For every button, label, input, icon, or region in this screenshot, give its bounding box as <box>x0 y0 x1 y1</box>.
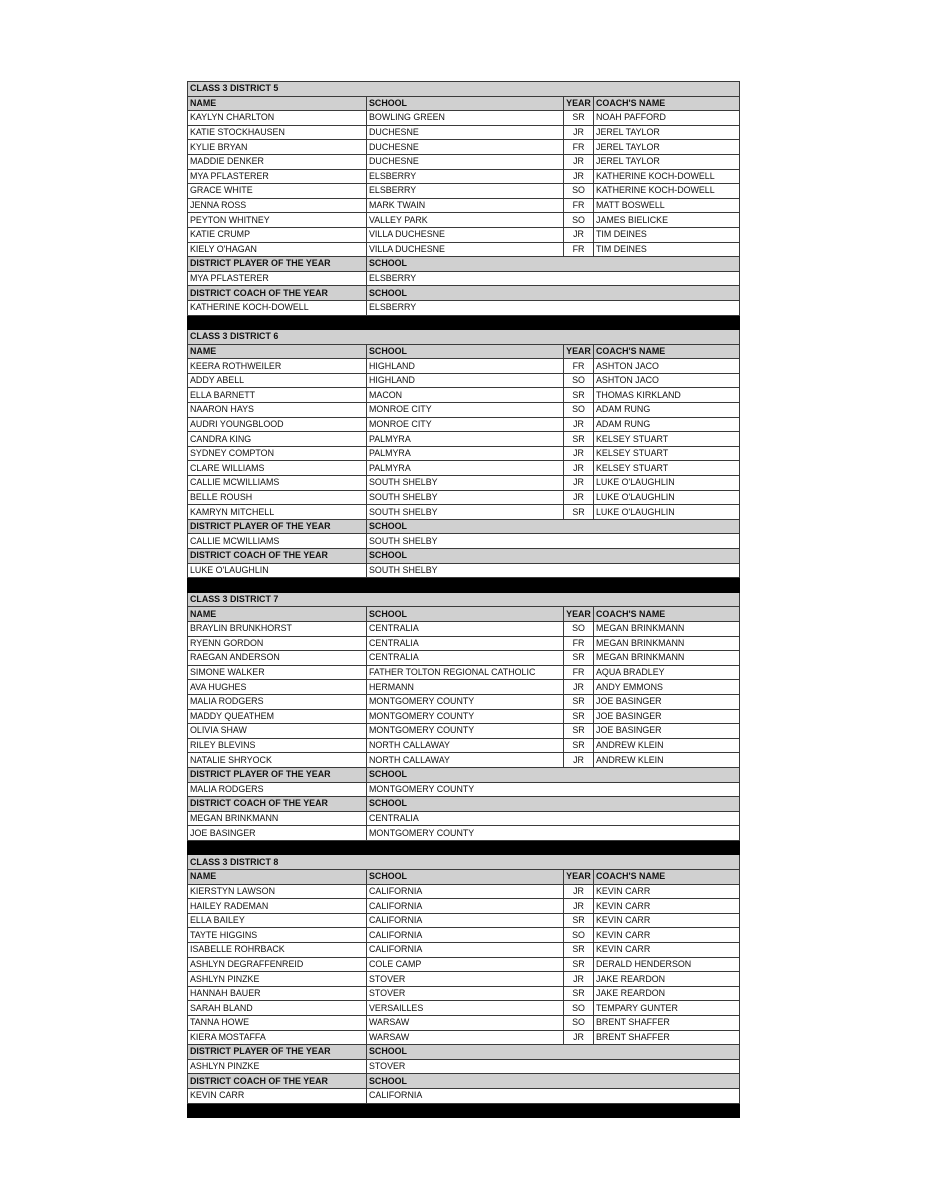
coach-of-year-row <box>188 300 740 315</box>
player-row <box>188 227 740 242</box>
coy-label: DISTRICT COACH OF THE YEAR <box>188 1074 367 1089</box>
header-coach: COACH'S NAME <box>594 96 740 111</box>
player-name: MALIA RODGERS <box>188 694 367 709</box>
player-name: KIERSTYN LAWSON <box>188 884 367 899</box>
player-row <box>188 621 740 636</box>
header-year: YEAR <box>564 344 594 359</box>
player-coach: LUKE O'LAUGHLIN <box>594 490 740 505</box>
coach-of-year-row <box>188 1088 740 1103</box>
column-header-row <box>188 607 740 622</box>
player-school: SOUTH SHELBY <box>367 476 564 491</box>
player-year: SR <box>564 709 594 724</box>
coy-school: ELSBERRY <box>367 300 740 315</box>
player-year: JR <box>564 884 594 899</box>
player-row <box>188 680 740 695</box>
player-name: ELLA BAILEY <box>188 913 367 928</box>
player-of-year-row <box>188 534 740 549</box>
player-coach: LUKE O'LAUGHLIN <box>594 476 740 491</box>
player-name: SYDNEY COMPTON <box>188 446 367 461</box>
player-of-year-header-row <box>188 257 740 272</box>
coy-school-label: SCHOOL <box>367 549 740 564</box>
coy-school-label: SCHOOL <box>367 286 740 301</box>
district-separator <box>188 840 740 855</box>
player-row <box>188 1016 740 1031</box>
player-name: NATALIE SHRYOCK <box>188 753 367 768</box>
player-coach: ADAM RUNG <box>594 403 740 418</box>
player-name: KAYLYN CHARLTON <box>188 111 367 126</box>
player-year: SR <box>564 432 594 447</box>
player-name: AUDRI YOUNGBLOOD <box>188 417 367 432</box>
player-row <box>188 943 740 958</box>
player-coach: ANDREW KLEIN <box>594 738 740 753</box>
player-year: JR <box>564 446 594 461</box>
player-year: JR <box>564 1030 594 1045</box>
player-coach: THOMAS KIRKLAND <box>594 388 740 403</box>
player-of-year-header-row <box>188 519 740 534</box>
player-school: HERMANN <box>367 680 564 695</box>
district-title: CLASS 3 DISTRICT 5 <box>188 82 740 97</box>
player-coach: JOE BASINGER <box>594 709 740 724</box>
player-coach: MEGAN BRINKMANN <box>594 651 740 666</box>
player-row <box>188 972 740 987</box>
player-name: ADDY ABELL <box>188 373 367 388</box>
player-name: ASHLYN DEGRAFFENREID <box>188 957 367 972</box>
player-school: MARK TWAIN <box>367 198 564 213</box>
player-year: SO <box>564 928 594 943</box>
header-school: SCHOOL <box>367 607 564 622</box>
header-school: SCHOOL <box>367 870 564 885</box>
player-name: AVA HUGHES <box>188 680 367 695</box>
player-name: RAEGAN ANDERSON <box>188 651 367 666</box>
player-school: CALIFORNIA <box>367 884 564 899</box>
player-year: FR <box>564 198 594 213</box>
player-row <box>188 388 740 403</box>
player-coach: KELSEY STUART <box>594 446 740 461</box>
player-name: BRAYLIN BRUNKHORST <box>188 621 367 636</box>
coy-name: KATHERINE KOCH-DOWELL <box>188 300 367 315</box>
district-separator <box>188 578 740 593</box>
player-coach: KATHERINE KOCH-DOWELL <box>594 184 740 199</box>
player-school: DUCHESNE <box>367 154 564 169</box>
district-title: CLASS 3 DISTRICT 6 <box>188 330 740 345</box>
poy-label: DISTRICT PLAYER OF THE YEAR <box>188 257 367 272</box>
district-title-row <box>188 330 740 345</box>
player-coach: AQUA BRADLEY <box>594 665 740 680</box>
player-year: FR <box>564 359 594 374</box>
player-coach: KEVIN CARR <box>594 943 740 958</box>
player-year: SR <box>564 111 594 126</box>
player-row <box>188 446 740 461</box>
coy-name: MEGAN BRINKMANN <box>188 811 367 826</box>
player-row <box>188 184 740 199</box>
player-year: JR <box>564 227 594 242</box>
player-year: SR <box>564 913 594 928</box>
player-coach: BRENT SHAFFER <box>594 1016 740 1031</box>
player-name: OLIVIA SHAW <box>188 724 367 739</box>
separator-bar <box>188 840 740 855</box>
player-coach: KEVIN CARR <box>594 928 740 943</box>
coy-school: SOUTH SHELBY <box>367 563 740 578</box>
player-year: JR <box>564 476 594 491</box>
poy-name: CALLIE MCWILLIAMS <box>188 534 367 549</box>
poy-school: ELSBERRY <box>367 271 740 286</box>
player-row <box>188 242 740 257</box>
player-year: JR <box>564 490 594 505</box>
player-row <box>188 432 740 447</box>
player-year: FR <box>564 636 594 651</box>
coy-label: DISTRICT COACH OF THE YEAR <box>188 286 367 301</box>
poy-school-label: SCHOOL <box>367 1045 740 1060</box>
player-name: ISABELLE ROHRBACK <box>188 943 367 958</box>
player-name: KATIE STOCKHAUSEN <box>188 125 367 140</box>
player-name: CLARE WILLIAMS <box>188 461 367 476</box>
player-name: HANNAH BAUER <box>188 986 367 1001</box>
player-school: NORTH CALLAWAY <box>367 753 564 768</box>
player-row <box>188 198 740 213</box>
player-coach: ADAM RUNG <box>594 417 740 432</box>
player-year: JR <box>564 972 594 987</box>
player-coach: KEVIN CARR <box>594 884 740 899</box>
player-row <box>188 724 740 739</box>
player-coach: ANDY EMMONS <box>594 680 740 695</box>
player-coach: ANDREW KLEIN <box>594 753 740 768</box>
player-name: MADDIE DENKER <box>188 154 367 169</box>
player-year: SO <box>564 1016 594 1031</box>
player-school: ELSBERRY <box>367 169 564 184</box>
player-school: VILLA DUCHESNE <box>367 227 564 242</box>
poy-school: MONTGOMERY COUNTY <box>367 782 740 797</box>
player-coach: MATT BOSWELL <box>594 198 740 213</box>
player-row <box>188 417 740 432</box>
player-name: JENNA ROSS <box>188 198 367 213</box>
player-school: HIGHLAND <box>367 373 564 388</box>
coy-label: DISTRICT COACH OF THE YEAR <box>188 549 367 564</box>
poy-school-label: SCHOOL <box>367 767 740 782</box>
player-name: GRACE WHITE <box>188 184 367 199</box>
poy-name: MALIA RODGERS <box>188 782 367 797</box>
player-name: MYA PFLASTERER <box>188 169 367 184</box>
player-name: HAILEY RADEMAN <box>188 899 367 914</box>
player-school: CALIFORNIA <box>367 899 564 914</box>
player-of-year-header-row <box>188 767 740 782</box>
player-name: KYLIE BRYAN <box>188 140 367 155</box>
player-row <box>188 957 740 972</box>
district-title-row <box>188 855 740 870</box>
separator-bar <box>188 1103 740 1118</box>
coy-school: CALIFORNIA <box>367 1088 740 1103</box>
district-title-row <box>188 82 740 97</box>
header-school: SCHOOL <box>367 344 564 359</box>
player-name: TANNA HOWE <box>188 1016 367 1031</box>
player-coach: KEVIN CARR <box>594 913 740 928</box>
column-header-row <box>188 344 740 359</box>
header-name: NAME <box>188 870 367 885</box>
separator-bar <box>188 315 740 330</box>
player-year: JR <box>564 154 594 169</box>
player-coach: TIM DEINES <box>594 227 740 242</box>
player-of-year-row <box>188 1059 740 1074</box>
header-school: SCHOOL <box>367 96 564 111</box>
player-year: JR <box>564 753 594 768</box>
player-name: PEYTON WHITNEY <box>188 213 367 228</box>
player-row <box>188 753 740 768</box>
coach-of-year-header-row <box>188 286 740 301</box>
separator-bar <box>188 578 740 593</box>
coy-school: CENTRALIA <box>367 811 740 826</box>
player-name: KATIE CRUMP <box>188 227 367 242</box>
district-separator <box>188 315 740 330</box>
player-coach: JAKE REARDON <box>594 986 740 1001</box>
player-coach: ASHTON JACO <box>594 359 740 374</box>
player-name: CALLIE MCWILLIAMS <box>188 476 367 491</box>
player-school: VILLA DUCHESNE <box>367 242 564 257</box>
player-school: PALMYRA <box>367 432 564 447</box>
player-school: MACON <box>367 388 564 403</box>
player-coach: KELSEY STUART <box>594 461 740 476</box>
player-coach: LUKE O'LAUGHLIN <box>594 505 740 520</box>
player-coach: MEGAN BRINKMANN <box>594 636 740 651</box>
player-name: KEERA ROTHWEILER <box>188 359 367 374</box>
player-year: JR <box>564 899 594 914</box>
player-school: STOVER <box>367 972 564 987</box>
player-year: SR <box>564 651 594 666</box>
coy-name: LUKE O'LAUGHLIN <box>188 563 367 578</box>
player-coach: JEREL TAYLOR <box>594 140 740 155</box>
player-school: SOUTH SHELBY <box>367 490 564 505</box>
header-coach: COACH'S NAME <box>594 344 740 359</box>
player-school: ELSBERRY <box>367 184 564 199</box>
player-row <box>188 738 740 753</box>
player-school: PALMYRA <box>367 461 564 476</box>
player-year: FR <box>564 242 594 257</box>
player-school: BOWLING GREEN <box>367 111 564 126</box>
player-coach: JEREL TAYLOR <box>594 125 740 140</box>
player-coach: KELSEY STUART <box>594 432 740 447</box>
player-coach: BRENT SHAFFER <box>594 1030 740 1045</box>
player-school: CALIFORNIA <box>367 928 564 943</box>
player-school: DUCHESNE <box>367 125 564 140</box>
player-coach: MEGAN BRINKMANN <box>594 621 740 636</box>
player-coach: TIM DEINES <box>594 242 740 257</box>
player-school: MONROE CITY <box>367 417 564 432</box>
player-year: FR <box>564 140 594 155</box>
player-year: JR <box>564 169 594 184</box>
player-school: MONTGOMERY COUNTY <box>367 724 564 739</box>
player-school: CENTRALIA <box>367 651 564 666</box>
coach-of-year-header-row <box>188 1074 740 1089</box>
district-separator <box>188 1103 740 1118</box>
poy-label: DISTRICT PLAYER OF THE YEAR <box>188 767 367 782</box>
coy-school-label: SCHOOL <box>367 797 740 812</box>
player-coach: ASHTON JACO <box>594 373 740 388</box>
poy-school: SOUTH SHELBY <box>367 534 740 549</box>
player-year: SO <box>564 621 594 636</box>
player-school: NORTH CALLAWAY <box>367 738 564 753</box>
player-school: DUCHESNE <box>367 140 564 155</box>
player-school: PALMYRA <box>367 446 564 461</box>
player-name: RYENN GORDON <box>188 636 367 651</box>
player-school: CALIFORNIA <box>367 913 564 928</box>
player-coach: JAMES BIELICKE <box>594 213 740 228</box>
player-of-year-header-row <box>188 1045 740 1060</box>
player-name: BELLE ROUSH <box>188 490 367 505</box>
poy-school: STOVER <box>367 1059 740 1074</box>
player-coach: JEREL TAYLOR <box>594 154 740 169</box>
player-name: MADDY QUEATHEM <box>188 709 367 724</box>
player-year: SR <box>564 957 594 972</box>
player-school: MONROE CITY <box>367 403 564 418</box>
player-year: SR <box>564 694 594 709</box>
player-year: SO <box>564 184 594 199</box>
player-name: SIMONE WALKER <box>188 665 367 680</box>
coach-of-year-header-row <box>188 549 740 564</box>
player-row <box>188 505 740 520</box>
coach-of-year-row <box>188 811 740 826</box>
header-year: YEAR <box>564 870 594 885</box>
player-school: STOVER <box>367 986 564 1001</box>
player-row <box>188 140 740 155</box>
player-year: SR <box>564 505 594 520</box>
player-year: FR <box>564 665 594 680</box>
header-coach: COACH'S NAME <box>594 870 740 885</box>
coy-name: JOE BASINGER <box>188 826 367 841</box>
player-row <box>188 913 740 928</box>
header-name: NAME <box>188 344 367 359</box>
player-year: SR <box>564 724 594 739</box>
header-coach: COACH'S NAME <box>594 607 740 622</box>
player-name: KIELY O'HAGAN <box>188 242 367 257</box>
player-row <box>188 490 740 505</box>
player-school: HIGHLAND <box>367 359 564 374</box>
coy-label: DISTRICT COACH OF THE YEAR <box>188 797 367 812</box>
player-year: SR <box>564 388 594 403</box>
player-row <box>188 213 740 228</box>
player-row <box>188 1001 740 1016</box>
poy-name: MYA PFLASTERER <box>188 271 367 286</box>
player-row <box>188 373 740 388</box>
player-row <box>188 154 740 169</box>
player-name: SARAH BLAND <box>188 1001 367 1016</box>
column-header-row <box>188 96 740 111</box>
player-name: ASHLYN PINZKE <box>188 972 367 987</box>
player-coach: JOE BASINGER <box>594 724 740 739</box>
player-row <box>188 461 740 476</box>
player-name: ELLA BARNETT <box>188 388 367 403</box>
player-school: CALIFORNIA <box>367 943 564 958</box>
coach-of-year-row <box>188 826 740 841</box>
player-row <box>188 359 740 374</box>
coy-name: KEVIN CARR <box>188 1088 367 1103</box>
player-school: SOUTH SHELBY <box>367 505 564 520</box>
player-row <box>188 709 740 724</box>
poy-label: DISTRICT PLAYER OF THE YEAR <box>188 519 367 534</box>
column-header-row <box>188 870 740 885</box>
player-name: KAMRYN MITCHELL <box>188 505 367 520</box>
district-title: CLASS 3 DISTRICT 8 <box>188 855 740 870</box>
player-of-year-row <box>188 271 740 286</box>
coach-of-year-header-row <box>188 797 740 812</box>
player-row <box>188 986 740 1001</box>
player-row <box>188 636 740 651</box>
player-coach: JOE BASINGER <box>594 694 740 709</box>
player-school: VERSAILLES <box>367 1001 564 1016</box>
player-coach: JAKE REARDON <box>594 972 740 987</box>
player-row <box>188 884 740 899</box>
coach-of-year-row <box>188 563 740 578</box>
player-row <box>188 665 740 680</box>
player-row <box>188 694 740 709</box>
player-school: MONTGOMERY COUNTY <box>367 694 564 709</box>
player-school: COLE CAMP <box>367 957 564 972</box>
player-year: SR <box>564 943 594 958</box>
player-name: CANDRA KING <box>188 432 367 447</box>
player-coach: TEMPARY GUNTER <box>594 1001 740 1016</box>
player-year: SR <box>564 986 594 1001</box>
player-name: TAYTE HIGGINS <box>188 928 367 943</box>
poy-school-label: SCHOOL <box>367 519 740 534</box>
player-year: JR <box>564 680 594 695</box>
header-name: NAME <box>188 96 367 111</box>
poy-name: ASHLYN PINZKE <box>188 1059 367 1074</box>
district-title: CLASS 3 DISTRICT 7 <box>188 592 740 607</box>
header-year: YEAR <box>564 96 594 111</box>
player-of-year-row <box>188 782 740 797</box>
player-year: SO <box>564 403 594 418</box>
header-year: YEAR <box>564 607 594 622</box>
player-coach: KEVIN CARR <box>594 899 740 914</box>
district-title-row <box>188 592 740 607</box>
player-row <box>188 125 740 140</box>
all-district-table <box>187 81 740 1118</box>
player-row <box>188 476 740 491</box>
coy-school-label: SCHOOL <box>367 1074 740 1089</box>
player-name: KIERA MOSTAFFA <box>188 1030 367 1045</box>
player-year: JR <box>564 125 594 140</box>
player-coach: KATHERINE KOCH-DOWELL <box>594 169 740 184</box>
player-year: SO <box>564 373 594 388</box>
player-year: SR <box>564 738 594 753</box>
player-school: VALLEY PARK <box>367 213 564 228</box>
player-coach: DERALD HENDERSON <box>594 957 740 972</box>
player-row <box>188 651 740 666</box>
player-school: WARSAW <box>367 1030 564 1045</box>
player-row <box>188 1030 740 1045</box>
player-name: NAARON HAYS <box>188 403 367 418</box>
coy-school: MONTGOMERY COUNTY <box>367 826 740 841</box>
player-school: CENTRALIA <box>367 621 564 636</box>
player-row <box>188 899 740 914</box>
player-row <box>188 111 740 126</box>
player-row <box>188 169 740 184</box>
player-year: SO <box>564 213 594 228</box>
poy-school-label: SCHOOL <box>367 257 740 272</box>
player-school: WARSAW <box>367 1016 564 1031</box>
player-coach: NOAH PAFFORD <box>594 111 740 126</box>
player-year: JR <box>564 461 594 476</box>
player-row <box>188 928 740 943</box>
player-school: CENTRALIA <box>367 636 564 651</box>
player-year: SO <box>564 1001 594 1016</box>
player-school: MONTGOMERY COUNTY <box>367 709 564 724</box>
player-name: RILEY BLEVINS <box>188 738 367 753</box>
player-school: FATHER TOLTON REGIONAL CATHOLIC <box>367 665 564 680</box>
player-row <box>188 403 740 418</box>
poy-label: DISTRICT PLAYER OF THE YEAR <box>188 1045 367 1060</box>
header-name: NAME <box>188 607 367 622</box>
player-year: JR <box>564 417 594 432</box>
